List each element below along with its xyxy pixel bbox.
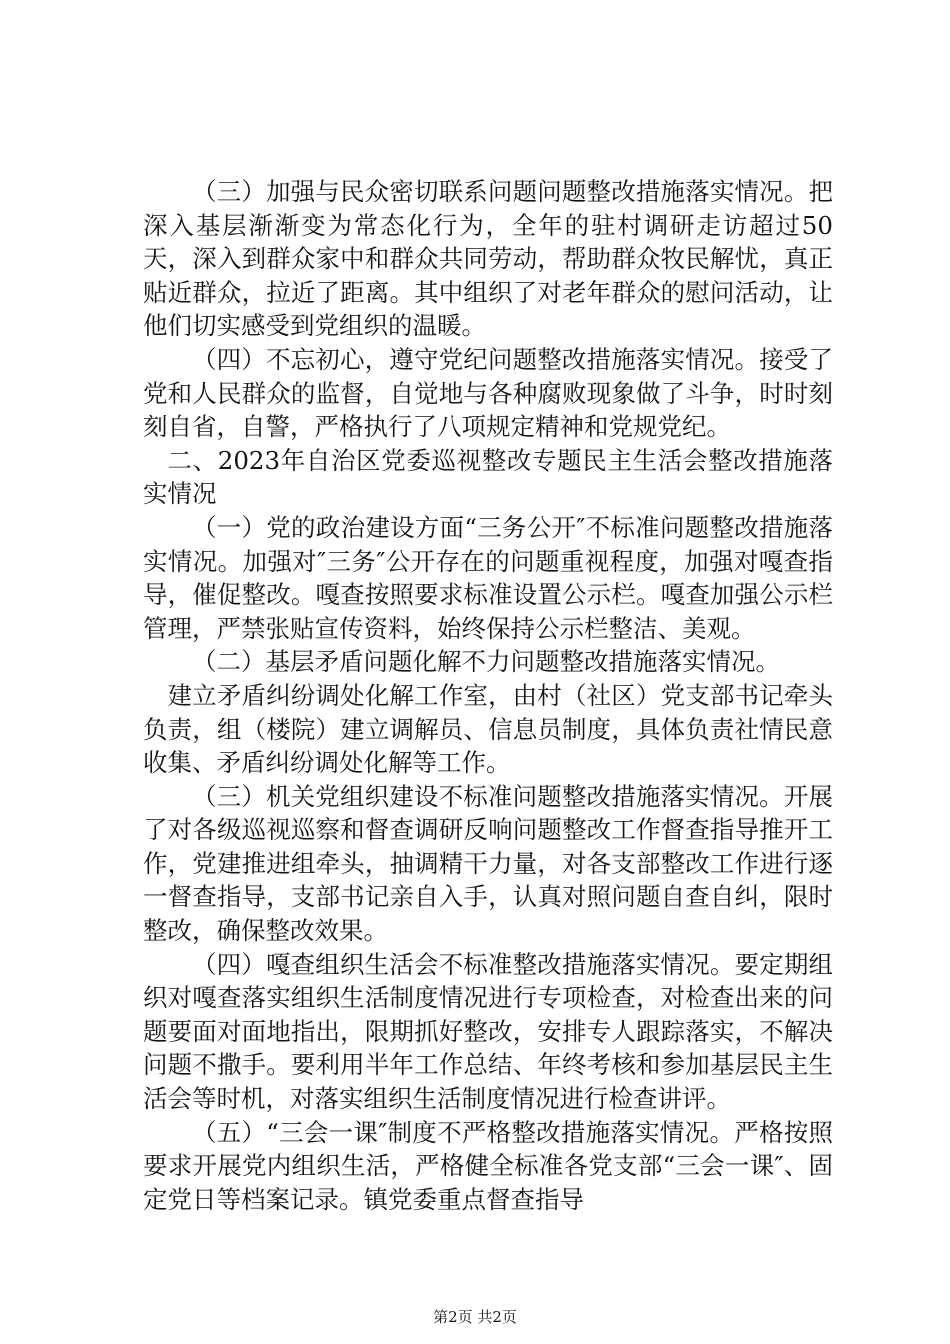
paragraph-4: （一）党的政治建设方面“三务公开″不标准问题整改措施落实情况。加强对″三务″公开存在的问题重视程度，加强对嘎查指导，催促整改。嘎查按照要求标准设置公示栏。嘎查加强公示栏管理，严禁张贴宣传资料，始终保持公示栏整洁、美观。 xyxy=(143,512,833,643)
paragraph-9: （五）“三会一课″制度不严格整改措施落实情况。严格按照要求开展党内组织生活，严格健全标准各党支部“三会一课″、固定党日等档案记录。镇党委重点督查指导 xyxy=(143,1117,833,1214)
paragraph-1: （三）加强与民众密切联系问题问题整改措施落实情况。把深入基层渐渐变为常态化行为，全年的驻村调研走访超过50天，深入到群众家中和群众共同劳动，帮助群众牧民解忧，真正贴近群众，拉近了距离。其中组织了对老年群众的慰问活动，让他们切实感受到党组织的温暖。 xyxy=(143,177,833,341)
paragraph-5: （二）基层矛盾问题化解不力问题整改措施落实情况。 xyxy=(192,647,780,677)
document-body xyxy=(143,175,833,1216)
paragraph-6: 建立矛盾纠纷调处化解工作室，由村（社区）党支部书记牵头负责，组（楼院）建立调解员、信息员制度，具体负责社情民意收集、矛盾纠纷调处化解等工作。 xyxy=(143,680,833,778)
paragraph-7: （三）机关党组织建设不标准问题整改措施落实情况。开展了对各级巡视巡察和督查调研反响问题整改工作督查指导推开工作，党建推进组牵头，抽调精干力量，对各支部整改工作进行逐一督查指导，支部书记亲自入手，认真对照问题自查自纠，限时整改，确保整改效果。 xyxy=(143,781,833,946)
paragraph-2: （四）不忘初心，遵守党纪问题整改措施落实情况。接受了党和人民群众的监督，自觉地与各种腐败现象做了斗争，时时刻刻自省，自警，严格执行了八项规定精神和党规党纪。 xyxy=(143,344,833,442)
page-footer: 第2页 共2页 xyxy=(433,1308,517,1326)
section-heading: 二、2023年自治区党委巡视整改专题民主生活会整改措施落实情况 xyxy=(143,445,833,509)
paragraph-8: （四）嘎查组织生活会不标准整改措施落实情况。要定期组织对嘎查落实组织生活制度情况进行专项检查，对检查出来的问题要面对面地指出，限期抓好整改，安排专人跟踪落实，不解决问题不撒手。要利用半年工作总结、年终考核和参加基层民主生活会等时机，对落实组织生活制度情况进行检查讲评。 xyxy=(143,949,833,1114)
